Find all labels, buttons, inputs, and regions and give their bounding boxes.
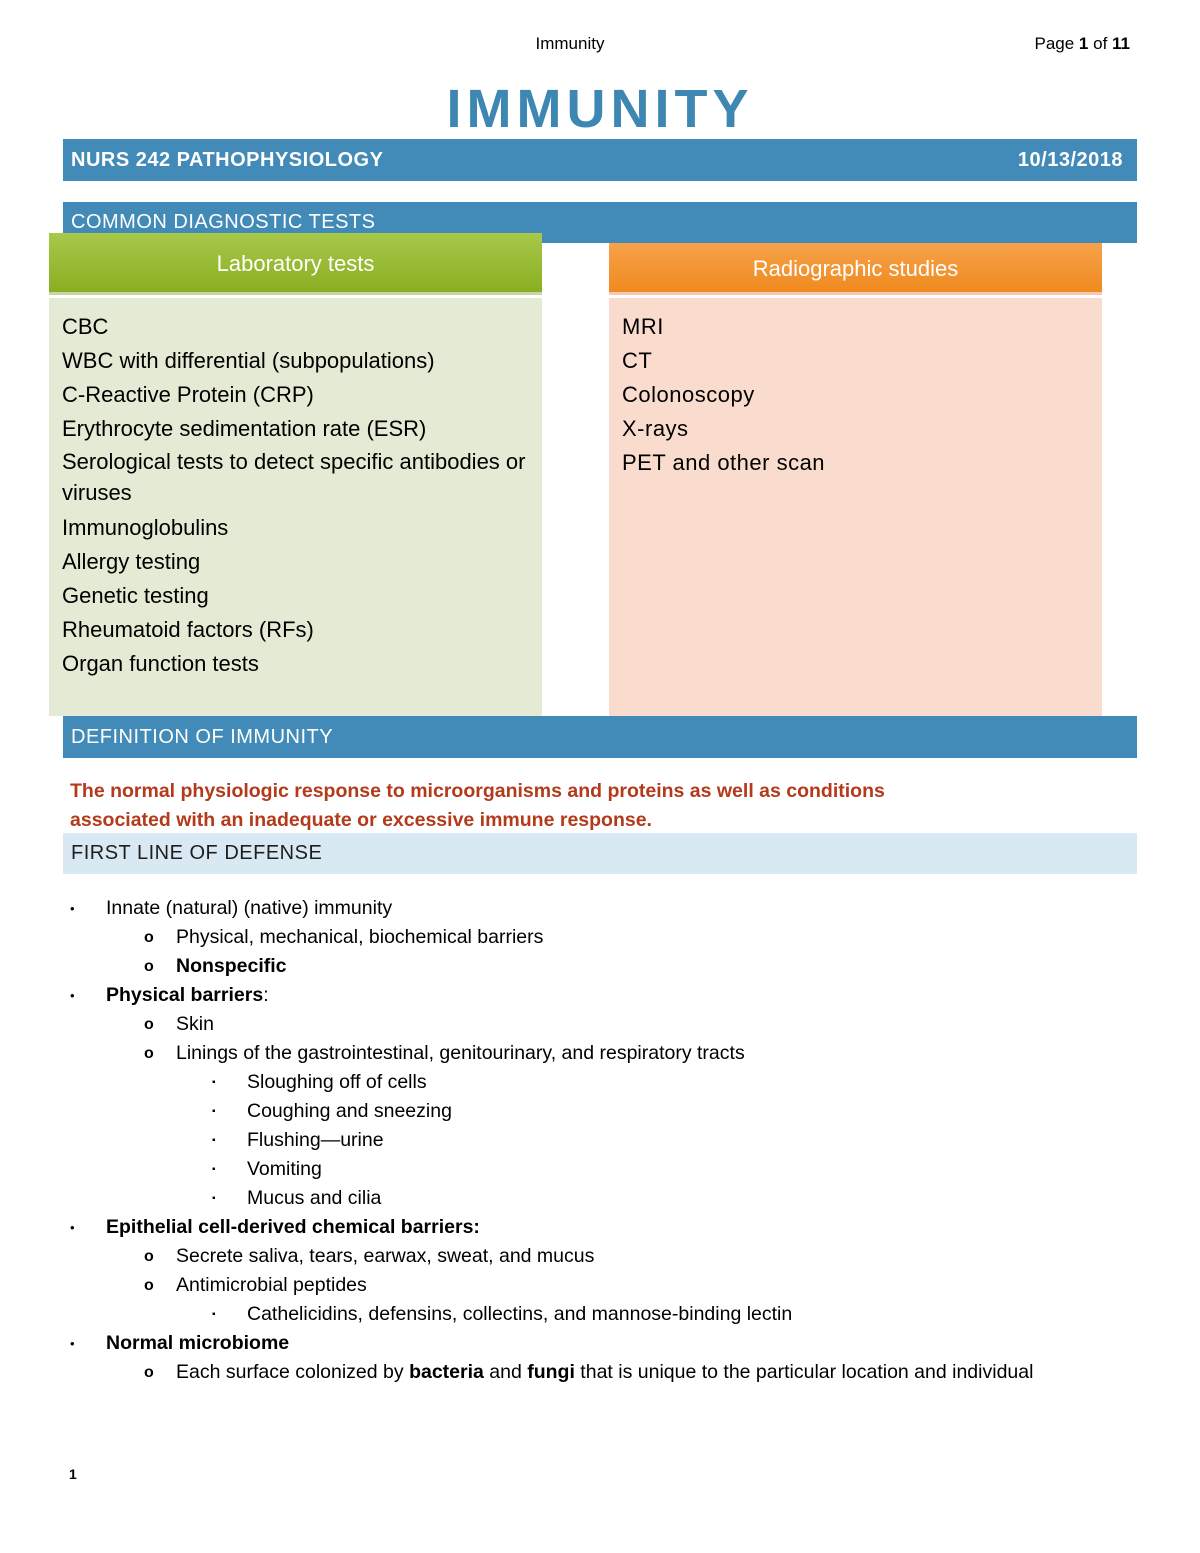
course-name: NURS 242 PATHOPHYSIOLOGY bbox=[71, 149, 384, 171]
outline-item: o Physical, mechanical, biochemical barriers bbox=[0, 923, 1200, 952]
outline-item: ▪ Cathelicidins, defensins, collectins, and mannose-binding lectin bbox=[0, 1300, 1200, 1329]
list-item: WBC with differential (subpopulations) bbox=[62, 348, 435, 373]
course-bar bbox=[63, 139, 1137, 181]
bullet-icon: • bbox=[70, 1220, 75, 1235]
outline-item: o Skin bbox=[0, 1010, 1200, 1039]
outline-item: o Each surface colonized by bacteria and fungi that is unique to the particular location and individual bbox=[0, 1358, 1200, 1416]
square-bullet-icon: ▪ bbox=[212, 1106, 216, 1117]
list-item: Organ function tests bbox=[62, 651, 259, 676]
outline-item: ▪ Vomiting bbox=[0, 1155, 1200, 1184]
outline-item: • Innate (natural) (native) immunity bbox=[0, 894, 1200, 923]
page-indicator: Page 1 of 11 bbox=[1034, 34, 1130, 53]
list-item: MRI bbox=[622, 314, 664, 339]
list-item: Erythrocyte sedimentation rate (ESR) bbox=[62, 416, 427, 441]
outline-item: • Epithelial cell-derived chemical barriers: bbox=[0, 1213, 1200, 1242]
outline-item: • Normal microbiome bbox=[0, 1329, 1200, 1358]
list-item: C-Reactive Protein (CRP) bbox=[62, 382, 314, 407]
radiographic-heading: Radiographic studies bbox=[609, 243, 1102, 295]
running-header-title: Immunity bbox=[535, 34, 605, 53]
circle-bullet-icon: o bbox=[144, 1016, 154, 1033]
outline-item: o Antimicrobial peptides bbox=[0, 1271, 1200, 1300]
square-bullet-icon: ▪ bbox=[212, 1135, 216, 1146]
list-item: Colonoscopy bbox=[622, 382, 755, 407]
definition-text: The normal physiologic response to microorganisms and proteins as well as conditions associated with an inadequate or excessive immune response. bbox=[70, 780, 885, 831]
outline-item: ▪ Flushing—urine bbox=[0, 1126, 1200, 1155]
circle-bullet-icon: o bbox=[144, 1364, 154, 1381]
square-bullet-icon: ▪ bbox=[212, 1077, 216, 1088]
document-title: IMMUNITY bbox=[446, 79, 754, 139]
list-item: Genetic testing bbox=[62, 583, 209, 608]
list-item: Serological tests to detect specific antibodies or viruses bbox=[62, 449, 526, 505]
section-heading-definition: DEFINITION OF IMMUNITY bbox=[63, 716, 1137, 758]
outline-item: ▪ Sloughing off of cells bbox=[0, 1068, 1200, 1097]
outline-item: o Linings of the gastrointestinal, genitourinary, and respiratory tracts bbox=[0, 1039, 1200, 1068]
square-bullet-icon: ▪ bbox=[212, 1309, 216, 1320]
footer-page-number: 1 bbox=[69, 1466, 77, 1482]
list-item: PET and other scan bbox=[622, 450, 826, 475]
circle-bullet-icon: o bbox=[144, 1277, 154, 1294]
list-item: Immunoglobulins bbox=[62, 515, 229, 540]
list-item: CBC bbox=[62, 314, 109, 339]
bullet-icon: • bbox=[70, 988, 75, 1003]
section-heading-first-line-defense: FIRST LINE OF DEFENSE bbox=[63, 833, 1137, 874]
square-bullet-icon: ▪ bbox=[212, 1193, 216, 1204]
lab-tests-list bbox=[62, 310, 532, 681]
outline-item: ▪ Coughing and sneezing bbox=[0, 1097, 1200, 1126]
outline-item: ▪ Mucus and cilia bbox=[0, 1184, 1200, 1213]
section-heading-diagnostic-tests: COMMON DIAGNOSTIC TESTS bbox=[63, 202, 1137, 243]
course-date: 10/13/2018 bbox=[1017, 149, 1123, 171]
outline-item: • Physical barriers: bbox=[0, 981, 1200, 1010]
list-item: Rheumatoid factors (RFs) bbox=[62, 617, 314, 642]
square-bullet-icon: ▪ bbox=[212, 1164, 216, 1175]
radiographic-list bbox=[622, 310, 1082, 480]
bullet-icon: • bbox=[70, 1336, 75, 1351]
outline-item: o Nonspecific bbox=[0, 952, 1200, 981]
outline-item: o Secrete saliva, tears, earwax, sweat, and mucus bbox=[0, 1242, 1200, 1271]
list-item: Allergy testing bbox=[62, 549, 201, 574]
lab-tests-heading: Laboratory tests bbox=[49, 233, 542, 295]
circle-bullet-icon: o bbox=[144, 929, 154, 946]
list-item: X-rays bbox=[622, 416, 689, 441]
circle-bullet-icon: o bbox=[144, 958, 154, 975]
circle-bullet-icon: o bbox=[144, 1045, 154, 1062]
circle-bullet-icon: o bbox=[144, 1248, 154, 1265]
list-item: CT bbox=[622, 348, 653, 373]
first-line-outline bbox=[0, 894, 1200, 1416]
bullet-icon: • bbox=[70, 901, 75, 916]
